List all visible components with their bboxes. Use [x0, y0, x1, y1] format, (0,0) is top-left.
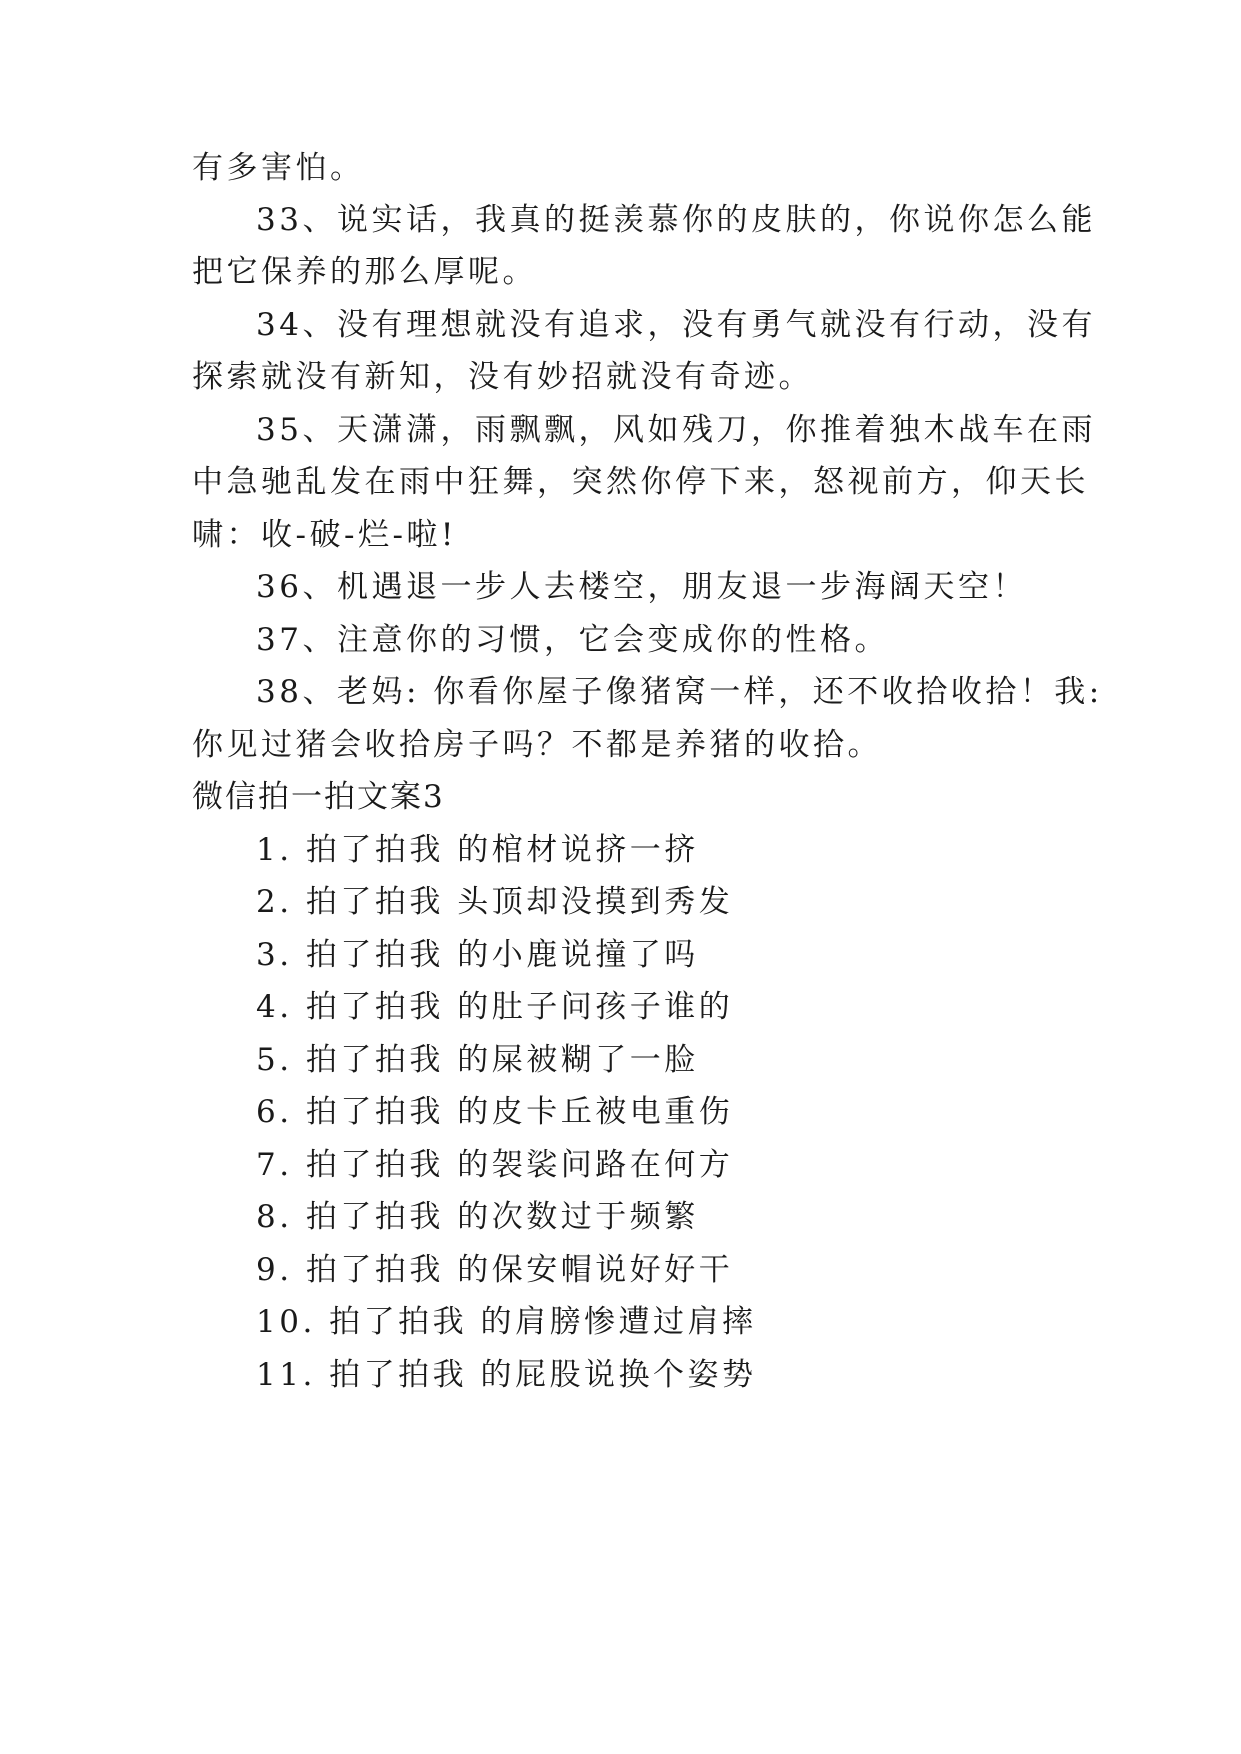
- paragraph-line: 38、老妈: 你看你屋子像猪窝一样，还不收拾收拾！我:: [256, 674, 1103, 710]
- section-title: 微信拍一拍文案3: [192, 779, 445, 815]
- paragraph-line: 37、注意你的习惯，它会变成你的性格。: [256, 622, 889, 658]
- list-item: 5. 拍了拍我 的屎被糊了一脸: [256, 1042, 699, 1078]
- paragraph-line: 33、说实话，我真的挺羡慕你的皮肤的，你说你怎么能: [256, 202, 1096, 238]
- paragraph-line: 中急驰乱发在雨中狂舞，突然你停下来，怒视前方，仰天长: [192, 464, 1089, 500]
- paragraph-line: 35、天潇潇，雨飘飘，风如残刀，你推着独木战车在雨: [256, 412, 1096, 448]
- paragraph-line: 探索就没有新知，没有妙招就没有奇迹。: [192, 359, 813, 395]
- list-item: 8. 拍了拍我 的次数过于频繁: [256, 1199, 699, 1235]
- paragraph-line: 啸：收-破-烂-啦!: [192, 517, 457, 553]
- list-item: 3. 拍了拍我 的小鹿说撞了吗: [256, 937, 699, 973]
- paragraph-line: 把它保养的那么厚呢。: [192, 254, 537, 290]
- list-item: 6. 拍了拍我 的皮卡丘被电重伤: [256, 1094, 734, 1130]
- paragraph-line: 有多害怕。: [192, 150, 365, 186]
- list-item: 11. 拍了拍我 的屁股说换个姿势: [256, 1357, 757, 1393]
- list-item: 1. 拍了拍我 的棺材说挤一挤: [256, 832, 699, 868]
- paragraph-line: 34、没有理想就没有追求，没有勇气就没有行动，没有: [256, 307, 1096, 343]
- list-item: 9. 拍了拍我 的保安帽说好好干: [256, 1252, 734, 1288]
- list-item: 7. 拍了拍我 的袈裟问路在何方: [256, 1147, 734, 1183]
- paragraph-line: 你见过猪会收拾房子吗？不都是养猪的收拾。: [192, 727, 882, 763]
- paragraph-line: 36、机遇退一步人去楼空，朋友退一步海阔天空！: [256, 569, 1027, 605]
- list-item: 4. 拍了拍我 的肚子问孩子谁的: [256, 989, 734, 1025]
- list-item: 2. 拍了拍我 头顶却没摸到秀发: [256, 884, 734, 920]
- list-item: 10. 拍了拍我 的肩膀惨遭过肩摔: [256, 1304, 757, 1340]
